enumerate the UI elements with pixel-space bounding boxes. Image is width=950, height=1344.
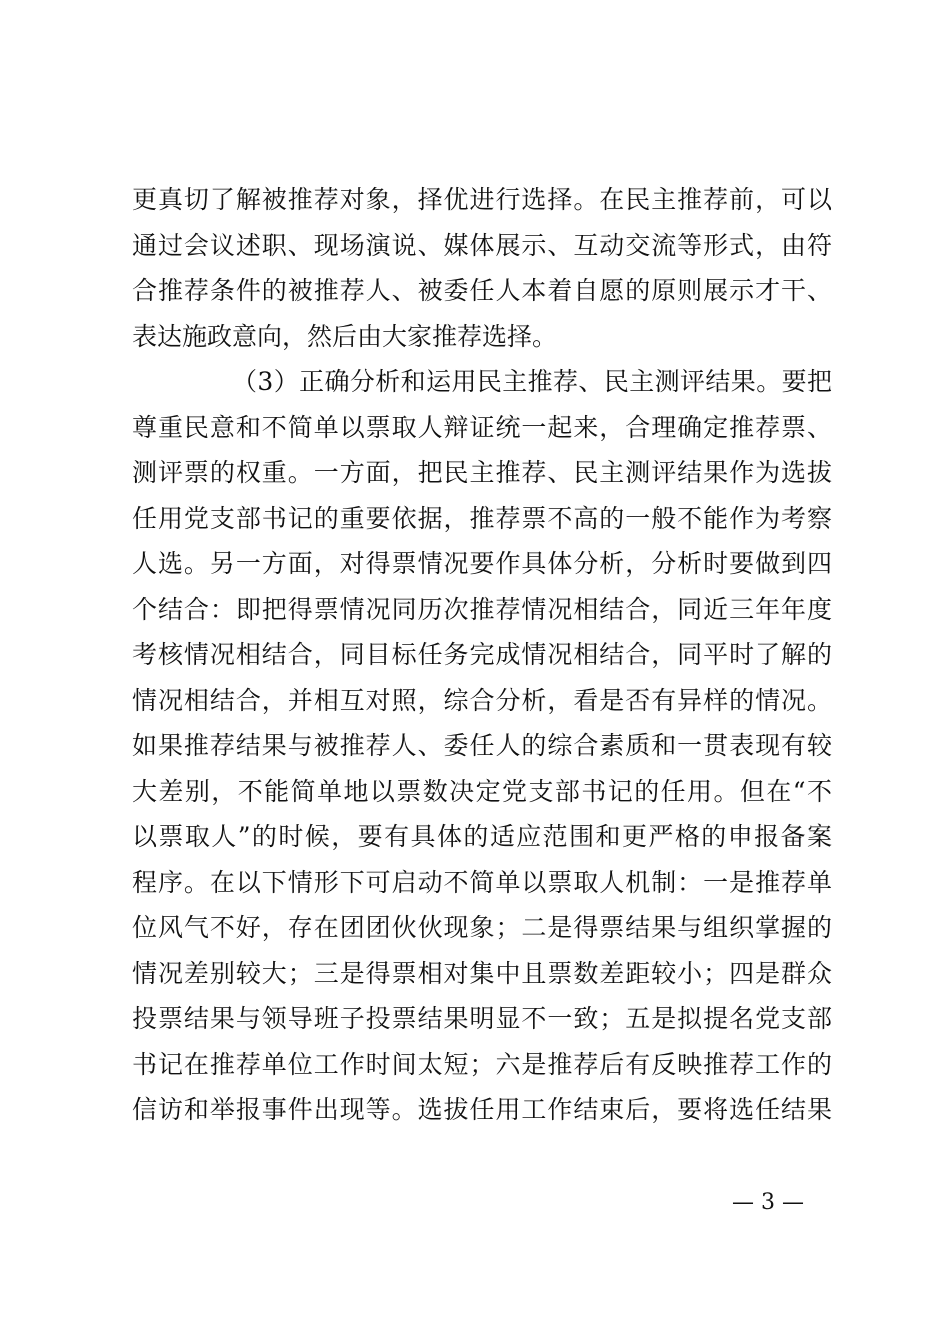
text-line: 尊重民意和不简单以票取人辩证统一起来，合理确定推荐票、 bbox=[132, 412, 832, 442]
text-line: 如果推荐结果与被推荐人、委任人的综合素质和一贯表现有较 bbox=[132, 731, 832, 760]
text-line: 通过会议述职、现场演说、媒体展示、互动交流等形式，由符 bbox=[132, 230, 832, 260]
text-line: 任用党支部书记的重要依据，推荐票不高的一般不能作为考察 bbox=[132, 503, 832, 533]
body-text bbox=[132, 177, 832, 1133]
text-line: 考核情况相结合，同目标任务完成情况相结合，同平时了解的 bbox=[132, 640, 832, 669]
text-line: 更真切了解被推荐对象，择优进行选择。在民主推荐前，可以 bbox=[132, 185, 832, 214]
text-line: 情况差别较大；三是得票相对集中且票数差距较小；四是群众 bbox=[132, 958, 832, 988]
page-number: — 3 — bbox=[732, 1190, 804, 1215]
text-line: 测评票的权重。一方面，把民主推荐、民主测评结果作为选拔 bbox=[132, 458, 832, 487]
text-line: 以票取人”的时候，要有具体的适应范围和更严格的申报备案 bbox=[132, 822, 832, 851]
text-line: 个结合：即把得票情况同历次推荐情况相结合，同近三年年度 bbox=[132, 594, 832, 624]
section-heading-line: （3）正确分析和运用民主推荐、民主测评结果。要把 bbox=[232, 367, 832, 396]
text-line: 信访和举报事件出现等。选拔任用工作结束后，要将选任结果 bbox=[132, 1095, 832, 1124]
text-line: 程序。在以下情形下可启动不简单以票取人机制：一是推荐单 bbox=[132, 867, 832, 897]
text-line: 书记在推荐单位工作时间太短；六是推荐后有反映推荐工作的 bbox=[132, 1049, 832, 1079]
text-line: 大差别，不能简单地以票数决定党支部书记的任用。但在“不 bbox=[132, 776, 832, 806]
text-line: 情况相结合，并相互对照，综合分析，看是否有异样的情况。 bbox=[132, 685, 832, 715]
text-line: 表达施政意向，然后由大家推荐选择。 bbox=[132, 321, 558, 351]
text-line: 人选。另一方面，对得票情况要作具体分析，分析时要做到四 bbox=[132, 549, 832, 578]
text-line: 合推荐条件的被推荐人、被委任人本着自愿的原则展示才干、 bbox=[132, 276, 832, 305]
text-line: 位风气不好，存在团团伙伙现象；二是得票结果与组织掌握的 bbox=[132, 913, 832, 942]
text-line: 投票结果与领导班子投票结果明显不一致；五是拟提名党支部 bbox=[132, 1004, 832, 1033]
